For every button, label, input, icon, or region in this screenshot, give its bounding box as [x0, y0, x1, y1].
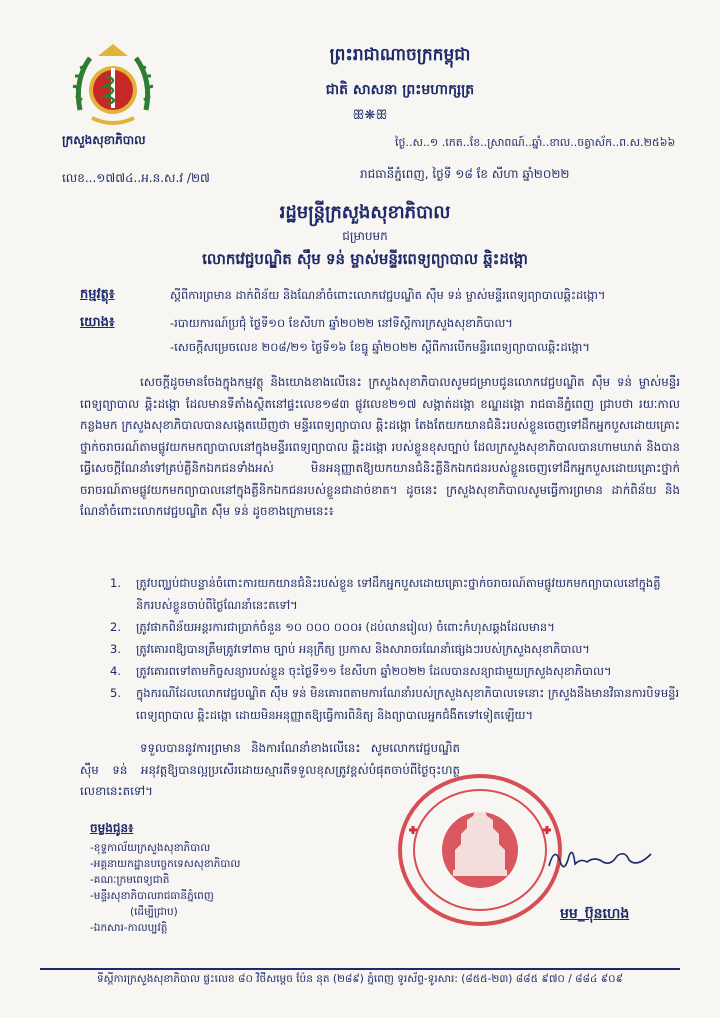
list-item: 2. ត្រូវផាកពិន័យអន្តរការជាប្រាក់ចំនួន ១០ ០០០ ០០០៛ (ដប់លានរៀល) ចំពោះកំហុសឆ្គងដែលមាន។	[110, 620, 555, 634]
cc-item: -ឯកសារ-កាលប្បវត្តិ	[90, 922, 168, 934]
list-item: 5. ក្នុងករណីដែលលោកវេជ្ជបណ្ឌិត ស៊ឹម ទន់ មិនគោរពតាមការណែនាំរបស់ក្រសួងសុខាភិបាលទេនោះ ក្រសួងនឹងមានវិធានការបិទមន្ទីរពេទ្យព្យាបាល ឆ្ពិះដង្កោ ដោយមិនអនុញ្ញាតឱ្យធ្វើការពិនិត្យ និងព្យាបាលអ្នកជំងឺតទៅទៀតឡើយ។	[110, 686, 680, 722]
list-item: 3. ត្រូវគោរពឱ្យបានត្រឹមត្រូវទៅតាម ច្បាប់ អនុក្រឹត្យ ប្រកាស និងសារាចរណែនាំផ្សេងៗរបស់ក្រសួងសុខាភិបាល។	[110, 642, 590, 656]
cc-item: -ខុទ្ទកាល័យក្រសួងសុខាភិបាល	[90, 842, 211, 854]
lunar-date: ថ្ងៃ..ស..១ .កេត..ខែ..ស្រាពណ៍..ឆ្នាំ..ខាល..ចត្វាស័ក..ព.ស.២៥៦៦	[395, 136, 676, 149]
list-item: 4. ត្រូវគោរពទៅតាមកិច្ចសន្យារបស់ខ្លួន ចុះថ្ងៃទី១១ ខែសីហា ឆ្នាំ២០២២ ដែលបានសន្យាជាមួយក្រសួងសុខាភិបាល។	[110, 664, 612, 678]
references-label: យោង៖	[80, 315, 115, 330]
reference-item: -របាយការណ៍ប្រជុំ ថ្ងៃទី១០ ខែសីហា ឆ្នាំ២០២២ នៅទីស្តីការក្រសួងសុខាភិបាល។	[170, 316, 513, 330]
national-motto: ជាតិ សាសនា ព្រះមហាក្សត្រ	[325, 82, 475, 98]
list-item: 1. ត្រូវបញ្ឈប់ជាបន្ទាន់ចំពោះការយកយានជំនិះរបស់ខ្លួន ទៅដឹកអ្នកបួសដោយគ្រោះថ្នាក់ចរាចរណ៍តាមផ្លូវយកមកព្យាបាលនៅក្នុងគ្លីនិករបស់ខ្លួនចាប់ពីថ្ងៃណែនាំនេះតទៅ។	[110, 576, 661, 612]
signatory-name: មម_ប៊ុនហេង	[560, 906, 630, 922]
closing-paragraph: ទទួលបាននូវការព្រមាន និងការណែនាំខាងលើនេះ សូមលោកវេជ្ជបណ្ឌិត ស៊ឹម ទន់ អនុវត្តឱ្យបានល្អប្រសើរដោយស្មារតីទទួលខុសត្រូវខ្ពស់បំផុតចាប់ពីថ្ងៃចុះហត្ថលេខានេះតទៅ។	[80, 741, 460, 798]
reference-item: -សេចក្តីសម្រេចលេខ ២០៨/២១ ថ្ងៃទី១៦ ខែធ្នូ ឆ្នាំ២០២២ ស្តីពីការបើកមន្ទីរពេទ្យព្យាបាលឆ្ពិះដង្កោ។	[170, 340, 590, 354]
solar-date: រាជធានីភ្នំពេញ, ថ្ងៃទី ១៨ ខែ សីហា ឆ្នាំ២០២២	[360, 167, 570, 181]
signature	[545, 838, 655, 878]
minister-title: រដ្ឋមន្ត្រីក្រសួងសុខាភិបាល	[279, 202, 451, 223]
cc-item: -អគ្គនាយកដ្ឋានបច្ចេកទេសសុខាភិបាល	[90, 858, 241, 870]
ornament: ꕥ❋ꕥ	[352, 108, 388, 123]
subject-text: ស្តីពីការព្រមាន ដាក់ពិន័យ និងណែនាំចំពោះលោកវេជ្ជបណ្ឌិត ស៊ឹម ទន់ ម្ចាស់មន្ទីរពេទ្យព្យាបាលឆ្ពិះដង្កោ។	[170, 288, 606, 302]
ministry-logo	[68, 40, 158, 130]
subject-label: កម្មវត្ថុ៖	[80, 287, 115, 302]
cc-item: -មន្ទីរសុខាភិបាលរាជធានីភ្នំពេញ	[90, 890, 214, 902]
footer-divider	[40, 968, 680, 970]
instruction-list	[110, 572, 690, 726]
body-paragraph: សេចក្តីដូចមានចែងក្នុងកម្មវត្ថុ និងយោងខាងលើនេះ ក្រសួងសុខាភិបាលសូមជម្រាបជូនលោកវេជ្ជបណ្ឌិត ស៊ឹម ទន់ ម្ចាស់មន្ទីរពេទ្យព្យាបាល ឆ្ពិះដង្កោ ដែលមានទីតាំងស្ថិតនៅផ្ទះលេខ១៨៣ ផ្លូវលេខ២១៧ សង្កាត់ដង្កោ ខណ្ឌដង្កោ រាជធានីភ្នំពេញ ជ្រាបថា រយៈកាលកន្លងមក ក្រសួងសុខាភិបាលបានសង្កេតឃើញថា មន្ទីរពេទ្យព្យាបាល ឆ្ពិះដង្កោ តែងតែយកយានជំនិះរបស់ខ្លួនចេញទៅដឹកអ្នកបួសដោយគ្រោះថ្នាក់ចរាចរណ៍តាមផ្លូវយកមកព្យាបាលនៅក្នុងមន្ទីរពេទ្យព្យាបាល ឆ្ពិះដង្កោ របស់ខ្លួនខុសច្បាប់ ដែលក្រសួងសុខាភិបាលបានហាមឃាត់ និងបានធ្វើសេចក្តីណែនាំទៅគ្រប់គ្លីនិកឯកជនទាំងអស់ មិនអនុញ្ញាតឱ្យយកយានជំនិះគ្លីនិកឯកជនរបស់ខ្លួនចេញទៅដឹកអ្នកបួសដោយគ្រោះថ្នាក់ចរាចរណ៍តាមផ្លូវយកមកព្យាបាលនៅក្នុងគ្លីនិកឯកជនរបស់ខ្លួនជាដាច់ខាត។ ដូចនេះ ក្រសួងសុខាភិបាលសូមធ្វើការព្រមាន ដាក់ពិន័យ និងណែនាំចំពោះលោកវេជ្ជបណ្ឌិត ស៊ឹម ទន់ ដូចខាងក្រោមនេះ៖	[80, 375, 680, 518]
ministry-label: ក្រសួងសុខាភិបាល	[62, 133, 146, 147]
salutation: ជម្រាបមក	[342, 229, 388, 243]
official-stamp	[395, 770, 565, 930]
cc-item: -គណៈក្រមពេទ្យជាតិ	[90, 874, 170, 886]
cc-item: (ដើម្បីជ្រាប)	[130, 906, 178, 918]
footer-address: ទីស្តីការក្រសួងសុខាភិបាល ផ្លះលេខ ៨០ វិថីសម្តេច ប៉ែន នុត (២៨៩) ភ្នំពេញ ទូរស័ព្ទ-ទូរសារ: (៨៥៥-២៣) ៨៨៥ ៩៧០ / ៨៨៤ ៩០៩	[96, 973, 624, 985]
cc-title: ចម្លងជូន៖	[90, 821, 134, 835]
reference-number: លេខ...១៧៧៤..អ.ន.ស.វ /២៧	[62, 171, 210, 185]
kingdom-title: ព្រះរាជាណាចក្រកម្ពុជា	[329, 45, 471, 65]
addressee: លោកវេជ្ជបណ្ឌិត ស៊ឹម ទន់ ម្ចាស់មន្ទីរពេទ្យព្យាបាល ឆ្ពិះដង្កោ	[202, 250, 528, 268]
